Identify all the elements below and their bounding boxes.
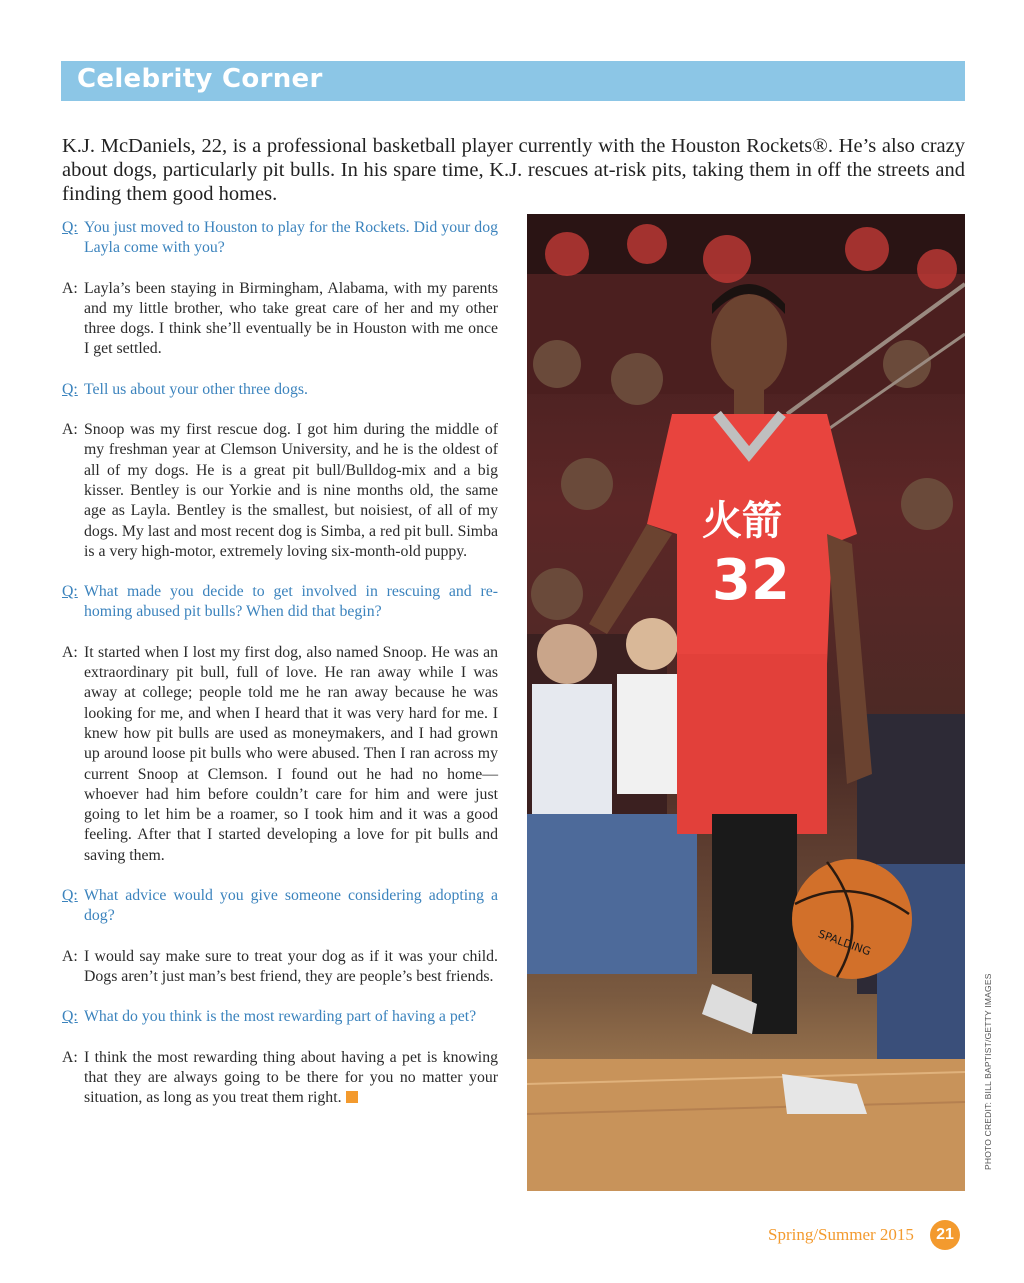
answer-text: Layla’s been staying in Birmingham, Alabama, with my parents and my little brother, who take great care of her and my other three dogs. I think she’ll eventually be in Houston with me once I get settled. [84,279,498,358]
question-1 [62,218,498,259]
question-label: Q: [62,219,78,236]
question-text: What made you decide to get involved in rescuing and re-homing abused pit bulls? When did that begin? [84,583,498,621]
section-banner [61,61,965,101]
ball-brand: SPALDING [816,927,873,959]
question-3 [62,582,498,623]
jersey-number: 32 [712,548,790,613]
answer-2 [62,420,498,562]
section-title: Celebrity Corner [77,64,323,94]
answer-text: I would say make sure to treat your dog as if it was your child. Dogs aren’t just man’s best friend, they are people’s best friends. [84,947,498,985]
question-label: Q: [62,1008,78,1026]
answer-label: A: [62,1048,78,1066]
photo-credit: PHOTO CREDIT: BILL BAPTIST/GETTY IMAGES [983,973,993,1170]
question-label: Q: [62,887,78,905]
answer-label: A: [62,643,78,661]
answer-4 [62,947,498,988]
qa-column [62,218,498,1128]
question-text: Tell us about your other three dogs. [84,380,308,398]
answer-label: A: [62,421,78,439]
answer-text: I think the most rewarding thing about having a pet is knowing that they are always going to be there for you no matter your situation, as long as you treat them right. [84,1048,498,1107]
intro-paragraph: K.J. McDaniels, 22, is a professional basketball player currently with the Houston Rockets®. He’s also crazy about dogs, particularly pit bulls. In his spare time, K.J. rescues at-risk pits, taking them in off the streets and finding them good homes. [62,135,965,205]
player-photo [527,214,965,1191]
question-label: Q: [62,380,78,398]
question-text: What advice would you give someone considering adopting a dog? [84,887,498,925]
question-text: You just moved to Houston to play for the Rockets. Did your dog Layla come with you? [84,219,498,257]
answer-text: It started when I lost my first dog, also named Snoop. He was an extraordinary pit bull, full of love. He ran away while I was away at college; people told me he ran away because he was looking for me, and when I heard that it was very hard for me. I knew how pit bulls are used as moneymakers, and I had grown up around loose pit bulls who were abused. Then I ran across my current Snoop at Clemson. I found out he had no home—whoever had him before couldn’t care for him and were just going to let him be a roamer, so I took him and it was a good feeling. After that I started developing a love for pit bulls and saving them. [84,643,498,864]
player-illustration [527,214,965,1191]
question-label: Q: [62,583,78,601]
answer-3 [62,643,498,866]
answer-label: A: [62,947,78,965]
answer-5 [62,1048,498,1109]
question-2 [62,380,498,400]
issue-label: Spring/Summer 2015 [768,1225,914,1244]
answer-label: A: [62,279,78,297]
answer-1 [62,279,498,360]
question-5 [62,1007,498,1027]
jersey-text: 火箭 [702,498,782,544]
end-of-article-icon [346,1091,358,1103]
answer-text: Snoop was my first rescue dog. I got him during the middle of my freshman year at Clemson University, and he is the oldest of all of my dogs. He is a great pit bull/Bulldog-mix and a big kisser. Bentley is our Yorkie and is nine months old, the same age as Layla. Bentley is the smallest, but noisiest, of all of my dogs. My last and most recent dog is Simba, a red pit bull. Simba is a very high-motor, extremely loving six-month-old puppy. [84,421,498,560]
question-4 [62,886,498,927]
question-text: What do you think is the most rewarding part of having a pet? [84,1008,477,1026]
page-number: 21 [930,1220,960,1250]
